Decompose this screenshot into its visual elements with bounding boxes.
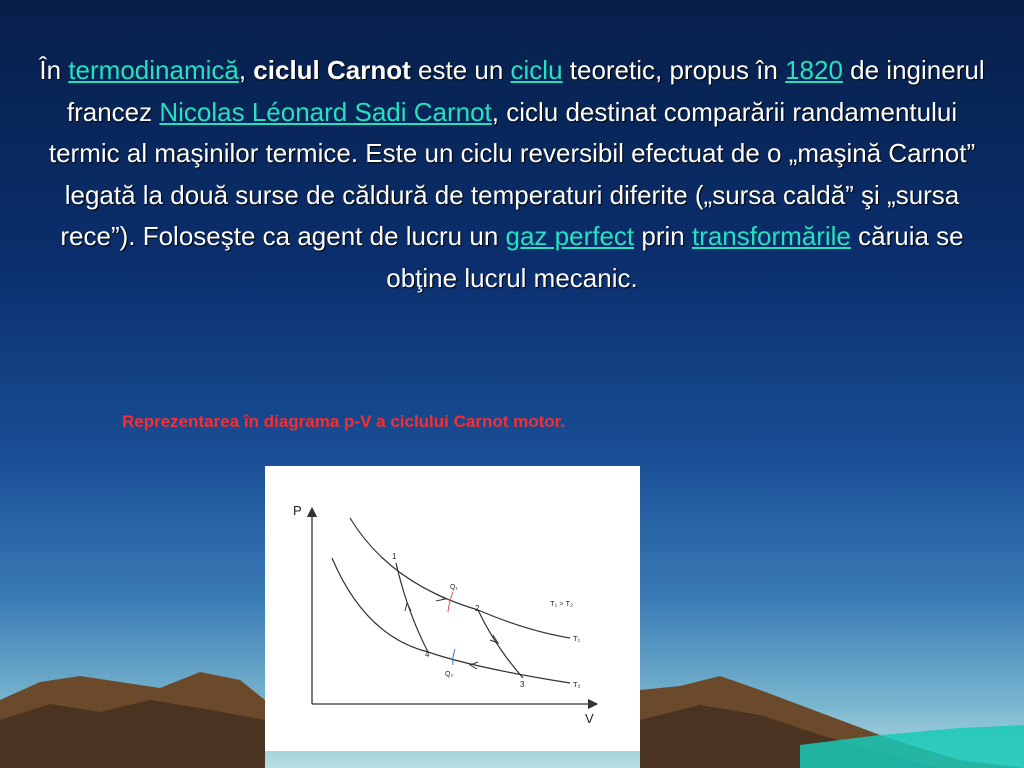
text-segment: . [630,262,638,293]
t2-label: T₂ [573,680,581,689]
text-segment: , ciclu destinat comparării randamentului termic al maşinilor termice. Este un ciclu reversibil efectuat de o „maşină Carnot” legată la două surse de căldură de temperaturi diferite („sursa caldă” şi „sursa rece”). Foloseşte ca agent de lucru un [48,96,976,251]
link-transformarile[interactable]: transformările [691,221,851,251]
q1-label: Q₁ [450,584,458,591]
x-axis-label: V [585,711,594,726]
link-1820[interactable]: 1820 [785,55,843,85]
text-segment: prin [634,221,692,251]
pv-diagram-svg [265,466,640,751]
q2-label: Q₂ [445,671,454,678]
point-1-label: 1 [392,552,397,561]
isotherm-t1 [350,518,570,638]
text-segment: este un [410,55,511,85]
q1-arrow [448,592,453,612]
text-segment: teoretic, propus în [562,55,786,85]
arrow-4-1 [405,603,411,611]
y-axis-label: P [293,503,302,518]
text-segment: În [39,55,69,85]
temperature-relation: T₁ > T₂ [550,599,574,608]
text-segment: , [238,55,254,85]
link-ciclu[interactable]: ciclu [510,55,563,85]
carnot-description [30,50,994,299]
point-4-label: 4 [425,650,430,659]
diagram-caption: Reprezentarea în diagrama p-V a ciclului Carnot motor. [122,412,566,431]
link-nicolas-leonard-sadi-carnot[interactable]: Nicolas Léonard Sadi Carnot [159,96,492,127]
point-3-label: 3 [520,680,525,689]
link-termodinamica[interactable]: termodinamică [68,55,239,85]
t1-label: T₁ [573,634,581,643]
point-2-label: 2 [475,604,480,613]
adiabat-1-4 [396,563,428,652]
isotherm-t2 [332,558,570,683]
link-gaz-perfect[interactable]: gaz perfect [505,221,635,251]
text-segment: de inginerul francez [66,55,985,127]
bold-ciclul-carnot: ciclul Carnot [253,55,411,85]
q2-arrow [453,649,455,665]
pv-diagram [265,466,640,751]
text-segment: căruia se obţine lucrul mecanic [386,221,964,293]
